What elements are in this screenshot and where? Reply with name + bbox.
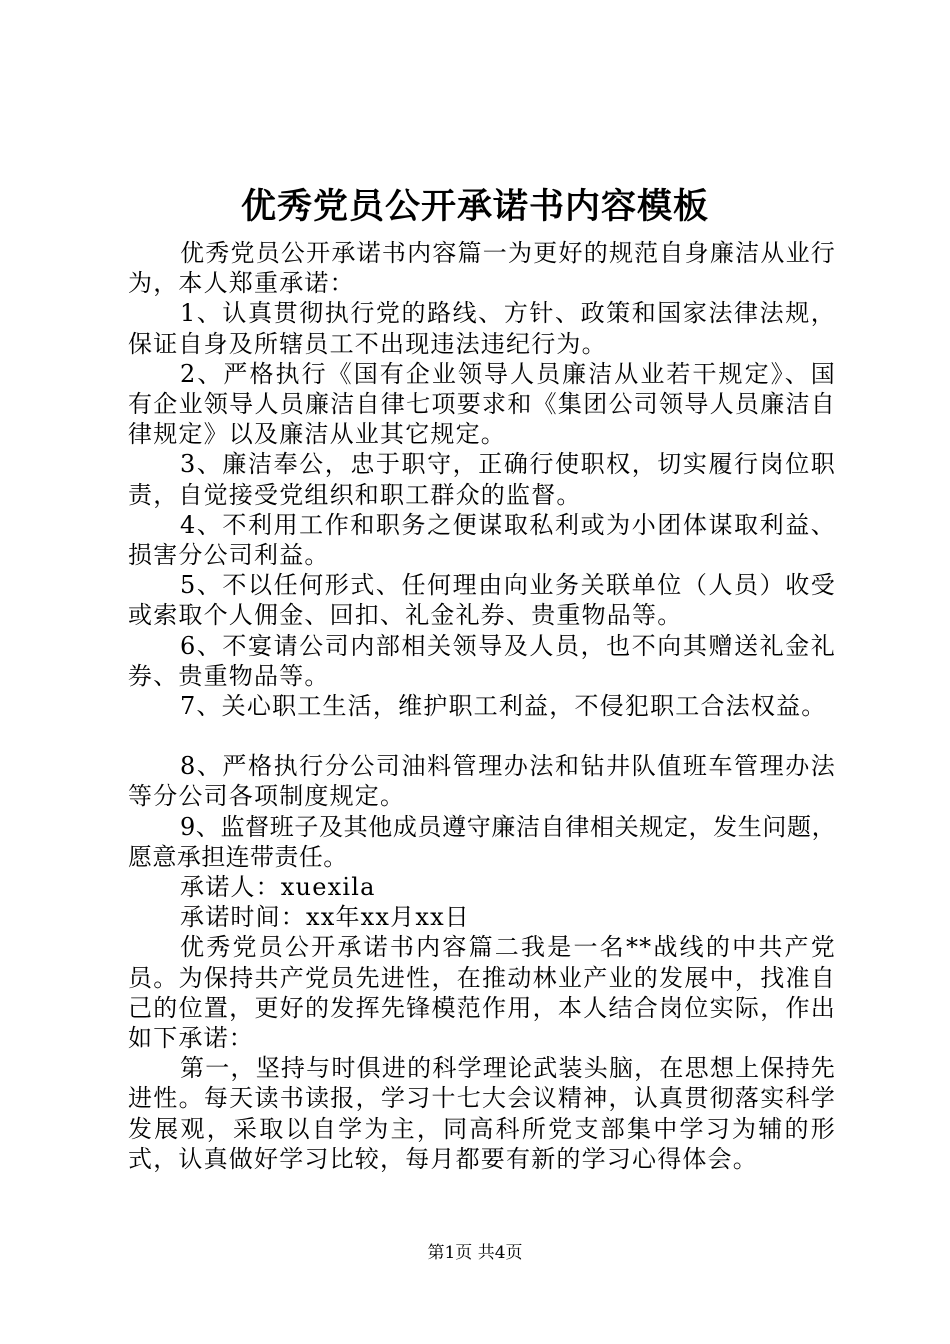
page-footer: 第1页 共4页 — [427, 1243, 523, 1263]
paragraph-part-two-intro: 优秀党员公开承诺书内容篇二我是一名**战线的中共产党员。为保持共产党员先进性，在推动林业产业的发展中，找准自己的位置，更好的发挥先锋模范作用，本人结合岗位实际，作出如下承诺： — [128, 933, 836, 1053]
paragraph-item-7: 7、关心职工生活，维护职工利益，不侵犯职工合法权益。 — [180, 692, 827, 721]
paragraph-item-1: 1、认真贯彻执行党的路线、方针、政策和国家法律法规，保证自身及所辖员工不出现违法违纪行为。 — [128, 299, 836, 358]
paragraph-item-4: 4、不利用工作和职务之便谋取私利或为小团体谋取利益、损害分公司利益。 — [128, 510, 836, 570]
paragraph-item-5: 5、不以任何形式、任何理由向业务关联单位（人员）收受或索取个人佣金、回扣、礼金礼券、贵重物品等。 — [128, 571, 836, 630]
paragraph-intro: 优秀党员公开承诺书内容篇一为更好的规范自身廉洁从业行为，本人郑重承诺： — [128, 239, 836, 298]
paragraph-item-3: 3、廉洁奉公，忠于职守，正确行使职权，切实履行岗位职责，自觉接受党组织和职工群众的监督。 — [128, 450, 836, 509]
promise-date-line: 承诺时间：xx年xx月xx日 — [180, 903, 471, 932]
document-body — [128, 238, 836, 1174]
promisor-line: 承诺人：xuexila — [180, 873, 376, 902]
paragraph-item-2: 2、严格执行《国有企业领导人员廉洁从业若干规定》、国有企业领导人员廉洁自律七项要求和《集团公司领导人员廉洁自律规定》以及廉洁从业其它规定。 — [128, 359, 836, 449]
paragraph-item-9: 9、监督班子及其他成员遵守廉洁自律相关规定，发生问题，愿意承担连带责任。 — [128, 812, 836, 871]
paragraph-item-6: 6、不宴请公司内部相关领导及人员，也不向其赠送礼金礼券、贵重物品等。 — [128, 631, 836, 690]
paragraph-item-8: 8、严格执行分公司油料管理办法和钻井队值班车管理办法等分公司各项制度规定。 — [128, 752, 836, 811]
document-title: 优秀党员公开承诺书内容模板 — [240, 186, 709, 227]
paragraph-part-two-first: 第一，坚持与时俱进的科学理论武装头脑，在思想上保持先进性。每天读书读报，学习十七大会议精神，认真贯彻落实科学发展观，采取以自学为主，同高科所党支部集中学习为辅的形式，认真做好学习比较，每月都要有新的学习心得体会。 — [128, 1054, 836, 1173]
